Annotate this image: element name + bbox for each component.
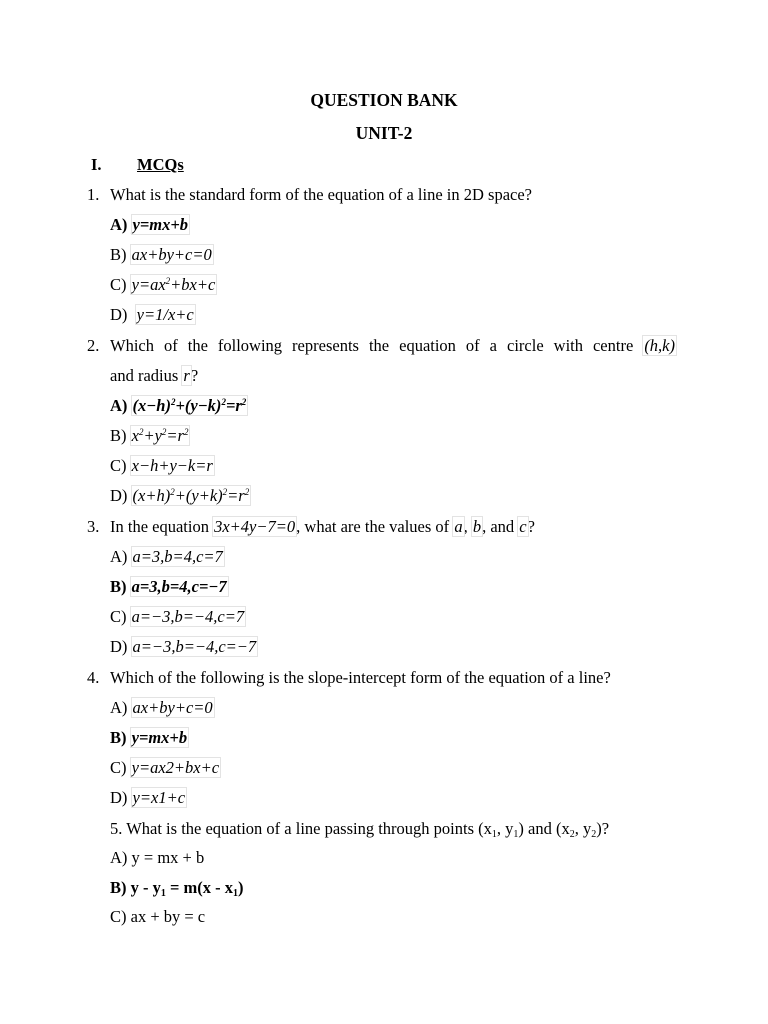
math: a=−3,b=−4,c=−7: [132, 637, 257, 656]
q5-option-c: C) ax + by = c: [110, 907, 206, 926]
q1-text: What is the standard form of the equation of a line in 2D space?: [110, 185, 532, 204]
option-label: D): [110, 305, 128, 324]
q4-option-a: [110, 697, 214, 719]
q4-option-b: [110, 727, 188, 749]
math: y=ax2+bx+c: [131, 758, 220, 777]
math: y=mx+b: [132, 215, 189, 234]
q2-option-d: [110, 485, 250, 507]
q4-option-d: [110, 787, 186, 809]
q4-text: Which of the following is the slope-intercept form of the equation of a line?: [110, 668, 611, 687]
q1-option-b: [110, 244, 213, 266]
q3-option-a: [110, 546, 224, 568]
q4-number: 4.: [87, 668, 100, 687]
section-number: I.: [91, 155, 102, 174]
q1-option-a: [110, 214, 189, 236]
option-label: A): [110, 547, 128, 566]
q2-option-b: [110, 425, 189, 447]
option-label: B): [110, 426, 127, 445]
q3-option-c: [110, 606, 245, 628]
option-label: C): [110, 758, 127, 777]
q5-option-b: B) $y - y_1 = m(x - x_1)$: [110, 878, 244, 899]
option-label: A): [110, 396, 128, 415]
math: y=x1+c: [132, 788, 186, 807]
math: $(x-h)^2+(y-k)^2=r^2$: [132, 396, 247, 415]
q4-option-c: [110, 757, 220, 779]
option-label: A): [110, 698, 128, 717]
q2-option-a: [110, 395, 247, 417]
option-label: C): [110, 456, 127, 475]
option-label: C): [110, 275, 127, 294]
math: $(x+h)^2+(y+k)^2=r^2$: [132, 486, 250, 505]
option-label: D): [110, 637, 128, 656]
option-label: B): [110, 577, 127, 596]
option-label: C): [110, 607, 127, 626]
section-title: MCQs: [137, 155, 184, 174]
unit-title: UNIT-2: [355, 123, 413, 143]
q2-option-c: [110, 455, 214, 477]
option-label: D): [110, 486, 128, 505]
q2-text-line2: and radius r?: [110, 366, 199, 385]
option-label: B): [110, 728, 127, 747]
q5-text: 5. What is the equation of a line passing through points ($x_1$, $y_1$) and ($x_2$, $y_2$)?: [110, 819, 610, 840]
q1-number: 1.: [87, 185, 100, 204]
q3-option-b: [110, 576, 228, 598]
math: a=3,b=4,c=−7: [131, 577, 227, 596]
q2-number: 2.: [87, 336, 100, 355]
math: a=−3,b=−4,c=7: [131, 607, 245, 626]
math: $y=ax^2+bx+c$: [131, 275, 216, 294]
math: $x^2+y^2=r^2$: [131, 426, 189, 445]
math: ax+by+c=0: [132, 698, 213, 717]
q1-option-d: [110, 304, 195, 326]
math: y=mx+b: [131, 728, 188, 747]
option-label: B): [110, 245, 127, 264]
q2-text-line1: Which of the following represents the equation of a circle with centre (h,k): [110, 336, 676, 355]
q3-option-d: [110, 636, 257, 658]
option-label: D): [110, 788, 128, 807]
q5-option-a: A) y = mx + b: [110, 848, 205, 867]
option-label: A): [110, 215, 128, 234]
page-title: QUESTION BANK: [310, 90, 458, 110]
q1-option-c: [110, 274, 216, 296]
math: ax+by+c=0: [131, 245, 212, 264]
math: x−h+y−k=r: [131, 456, 213, 475]
math: a=3,b=4,c=7: [132, 547, 223, 566]
math: y=1/x+c: [136, 305, 194, 324]
q3-number: 3.: [87, 517, 100, 536]
q3-text: In the equation 3x+4y−7=0, what are the values of a, b, and c?: [110, 517, 535, 536]
